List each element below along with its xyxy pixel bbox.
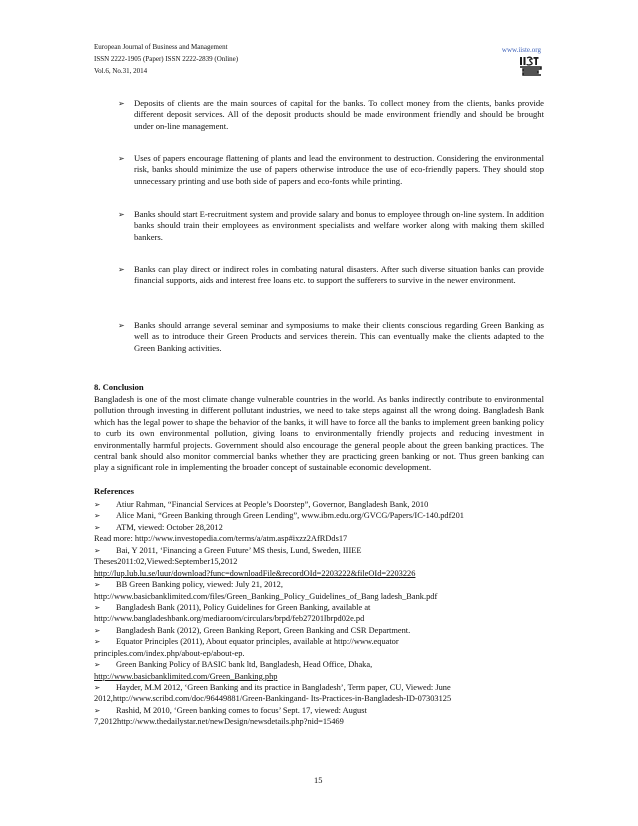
reference-line xyxy=(94,522,544,533)
reference-line xyxy=(94,648,544,659)
reference-line xyxy=(94,510,544,521)
reference-line xyxy=(94,602,544,613)
reference-line xyxy=(94,693,544,704)
reference-text: Read more: http://www.investopedia.com/terms/a/atm.asp#ixzz2AfRDds17 xyxy=(94,534,348,544)
arrow-bullet-icon: ➢ xyxy=(118,265,125,274)
reference-line xyxy=(94,556,544,567)
recommendation-item: ➢ Banks should arrange several seminar and symposiums to make their clients conscious regarding Green Banking as well as to introduce their Green Products and services therein. This can eventually make the clients adapted to the Green Banking activities. xyxy=(118,320,544,353)
journal-name: European Journal of Business and Management xyxy=(94,43,228,51)
arrow-bullet-icon: ➢ xyxy=(94,637,101,647)
recommendation-item: ➢ Deposits of clients are the main sources of capital for the banks. To collect money from the clients, banks provide different deposit services. All of the deposit products should be made environment friendly and should be brought under on-line management. xyxy=(118,98,544,131)
reference-text: 2012,http://www.scribd.com/doc/96449881/Green-Bankingand- Its-Practices-in-Bangladesh-ID-07303125 xyxy=(94,694,452,704)
reference-text: Equator Principles (2011), About equator principles, available at http://www.equator xyxy=(116,637,399,647)
reference-text: Hayder, M.M 2012, ‘Green Banking and its practice in Bangladesh’, Term paper, CU, Viewed: June xyxy=(116,683,451,692)
conclusion-heading: 8. Conclusion xyxy=(94,382,144,392)
reference-text: Green Banking Policy of BASIC bank ltd, Bangladesh, Head Office, Dhaka, xyxy=(116,660,373,670)
reference-line xyxy=(94,533,544,544)
reference-text: Theses2011:02,Viewed:September15,2012 xyxy=(94,557,238,567)
reference-line xyxy=(94,545,544,556)
arrow-bullet-icon: ➢ xyxy=(118,321,125,330)
references-list xyxy=(94,499,544,728)
reference-line xyxy=(94,716,544,727)
arrow-bullet-icon: ➢ xyxy=(118,210,125,219)
reference-text: http://www.basicbanklimited.com/files/Green_Banking_Policy_Guidelines_of_Bang ladesh_Bank.pdf xyxy=(94,591,438,601)
arrow-bullet-icon: ➢ xyxy=(94,602,101,612)
references-heading: References xyxy=(94,486,134,496)
arrow-bullet-icon: ➢ xyxy=(94,683,101,692)
recommendation-item: ➢ Uses of papers encourage flattening of plants and lead the environment to destruction. Considering the environmental risk, banks should minimize the use of papers otherwise introduce the use of eco-friendly papers. They should stop unnecessary printing and use both side of papers and eco-fonts while printing. xyxy=(118,153,544,186)
arrow-bullet-icon: ➢ xyxy=(94,522,101,532)
reference-line xyxy=(94,636,544,647)
arrow-bullet-icon: ➢ xyxy=(94,511,101,521)
issn-line: ISSN 2222-1905 (Paper) ISSN 2222-2839 (Online) xyxy=(94,55,239,63)
reference-line xyxy=(94,568,544,579)
reference-text: 7,2012http://www.thedailystar.net/newDesign/newsdetails.php?nid=15469 xyxy=(94,717,344,727)
reference-line xyxy=(94,591,544,602)
page-number: 15 xyxy=(314,776,323,785)
reference-link[interactable]: http://lup.lub.lu.se/luur/download?func=downloadFile&recordOId=2203222&fileOId=2203226 xyxy=(94,568,416,578)
reference-line xyxy=(94,499,544,510)
reference-text: ATM, viewed: October 28,2012 xyxy=(116,522,223,532)
reference-text: Rashid, M 2010, ‘Green banking comes to focus’ Sept. 17, viewed: August xyxy=(116,705,367,715)
reference-line xyxy=(94,682,544,693)
reference-line xyxy=(94,625,544,636)
reference-text: Alice Mani, “Green Banking through Green Lending”, www.ibm.edu.org/GVCG/Papers/IC-140.pdf201 xyxy=(116,511,464,521)
reference-text: principles.com/index.php/about-ep/about-ep. xyxy=(94,648,245,658)
reference-line xyxy=(94,613,544,624)
volume-line: Vol.6, No.31, 2014 xyxy=(94,67,148,75)
reference-text: http://www.bangladeshbank.org/mediaroom/circulars/brpd/feb27201lbrpd02e.pd xyxy=(94,614,365,624)
journal-url-link[interactable]: www.iiste.org xyxy=(501,46,541,54)
arrow-bullet-icon: ➢ xyxy=(94,500,101,509)
reference-line xyxy=(94,579,544,590)
arrow-bullet-icon: ➢ xyxy=(118,99,125,108)
reference-text: Bangladesh Bank (2011), Policy Guidelines for Green Banking, available at xyxy=(116,602,371,612)
arrow-bullet-icon: ➢ xyxy=(118,154,125,163)
reference-line xyxy=(94,705,544,716)
reference-line xyxy=(94,671,544,682)
reference-line xyxy=(94,659,544,670)
conclusion-paragraph: Bangladesh is one of the most climate change vulnerable countries in the world. As banks indirectly contribute to environmental pollution through investing in different pollutant industries, we need to take steps against all the wrong doing. Bangladesh Bank which has the legal power to shape the behavior of the banks, it will have to force all the banks to implement green banking policy to curb its own environmental pollution, giving loans to environmentally friendly projects and reducing investment in environmentally harmful projects. Government should also encourage the general people about the green banking practices. The central bank should also monitor commercial banks whether they are practicing green banking or not. Thus green banking can play a significant role in implementing the broader concept of sustainable economic development. xyxy=(94,394,544,473)
reference-text: Atiur Rahman, “Financial Services at People’s Doorstep”, Governor, Bangladesh Bank, 2010 xyxy=(116,500,429,509)
arrow-bullet-icon: ➢ xyxy=(94,545,101,555)
reference-text: Bangladesh Bank (2012), Green Banking Report, Green Banking and CSR Department. xyxy=(116,625,411,635)
reference-link[interactable]: http://www.basicbanklimited.com/Green_Banking.php xyxy=(94,671,278,681)
recommendation-item: ➢ Banks can play direct or indirect roles in combating natural disasters. After such diverse situation banks can provide financial supports, aids and interest free loans etc. to support the sufferers to survive in the newer environment. xyxy=(118,264,544,286)
arrow-bullet-icon: ➢ xyxy=(94,625,101,635)
arrow-bullet-icon: ➢ xyxy=(94,660,101,670)
reference-text: Bai, Y 2011, ‘Financing a Green Future’ MS thesis, Lund, Sweden, IIIEE xyxy=(116,545,362,555)
recommendation-item: ➢ Banks should start E-recruitment system and provide salary and bonus to employee through on-line system. In addition banks should train their employees as environment specialists and welfare worker along with making them skilled bankers. xyxy=(118,209,544,242)
arrow-bullet-icon: ➢ xyxy=(94,705,101,715)
arrow-bullet-icon: ➢ xyxy=(94,580,101,590)
iiste-logo xyxy=(518,56,543,76)
reference-text: BB Green Banking policy, viewed: July 21, 2012, xyxy=(116,580,283,590)
